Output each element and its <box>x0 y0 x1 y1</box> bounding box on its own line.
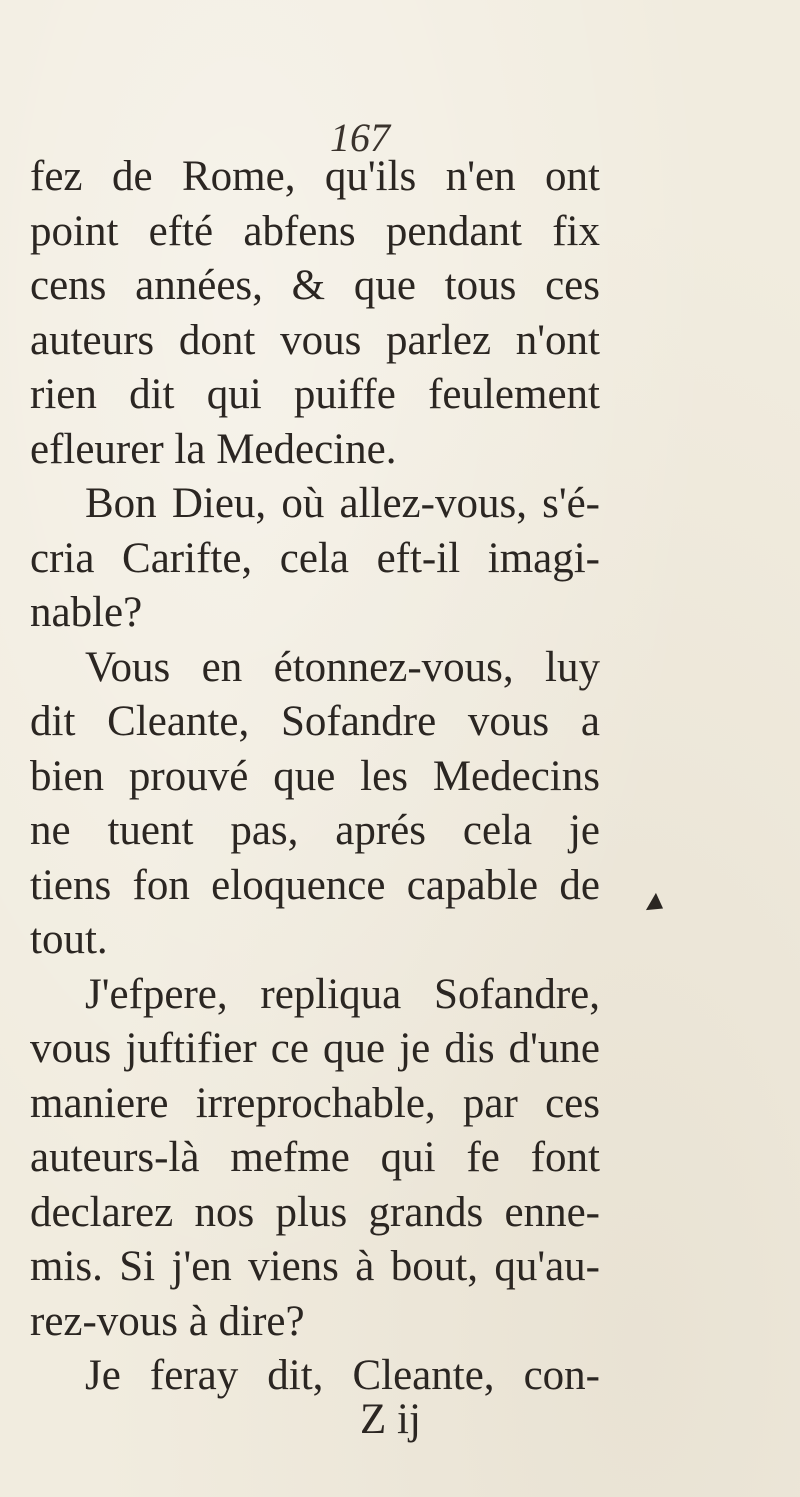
text-line: tout. <box>30 916 108 963</box>
text-line: maniere irreprochable, par ces <box>30 1079 600 1127</box>
text-line: auteurs-là mefme qui fe font <box>30 1134 600 1181</box>
text-line: point efté abfens pendant fix <box>30 207 600 255</box>
text-line: tiens fon eloquence capable de <box>30 861 600 909</box>
margin-mark-icon <box>646 893 668 917</box>
text-line: cens années, & que tous ces <box>30 262 600 309</box>
text-line: rien dit qui puiffe feulement <box>30 371 600 418</box>
text-line: rez-vous à dire? <box>30 1297 305 1345</box>
text-line: cria Carifte, cela eft-il imagi- <box>30 534 600 582</box>
text-line: Bon Dieu, où allez-vous, s'é- <box>85 480 600 527</box>
text-line: nable? <box>30 589 143 636</box>
text-line: mis. Si j'en viens à bout, qu'au- <box>30 1243 600 1290</box>
text-line: Vous en étonnez-vous, luy <box>85 643 600 691</box>
text-line: auteurs dont vous parlez n'ont <box>30 316 600 364</box>
text-line: bien prouvé que les Medecins <box>30 752 600 800</box>
signature-mark: Z ij <box>360 1396 421 1443</box>
text-line: efleurer la Medecine. <box>30 425 397 473</box>
body-text <box>30 150 600 1404</box>
text-line: declarez nos plus grands enne- <box>30 1188 600 1236</box>
text-line: fez de Rome, qu'ils n'en ont <box>30 153 600 200</box>
text-line: J'efpere, repliqua Sofandre, <box>85 970 600 1018</box>
text-line: ne tuent pas, aprés cela je <box>30 807 600 854</box>
page-number: 167 <box>330 115 390 160</box>
text-line: Je feray dit, Cleante, con- <box>85 1352 600 1399</box>
text-line: vous juftifier ce que je dis d'une <box>30 1025 600 1072</box>
text-line: dit Cleante, Sofandre vous a <box>30 698 600 745</box>
